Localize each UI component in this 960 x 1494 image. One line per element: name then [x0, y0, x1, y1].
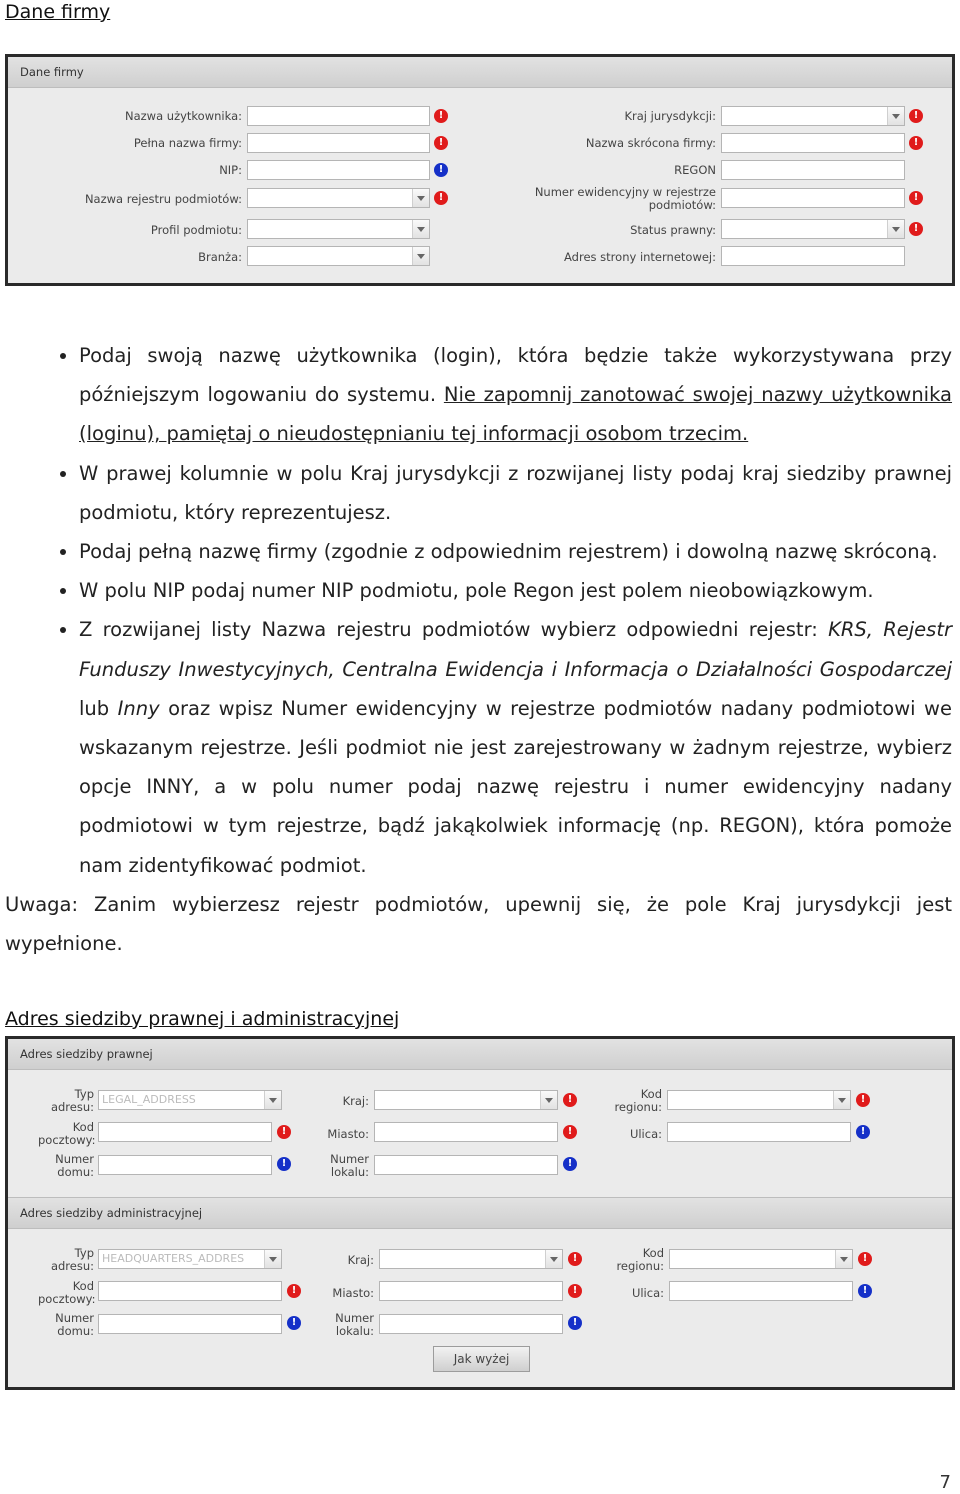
legal-city-input[interactable] — [374, 1122, 558, 1142]
error-icon: ! — [568, 1284, 582, 1298]
register-name-select[interactable] — [247, 188, 430, 208]
info-icon: ! — [563, 1157, 577, 1171]
admin-address-header: Adres siedziby administracyjnej — [8, 1197, 952, 1229]
nip-input[interactable] — [247, 160, 430, 180]
error-icon: ! — [909, 136, 923, 150]
admin-city-input[interactable] — [379, 1281, 563, 1301]
label-country: Kraj: — [347, 1253, 374, 1267]
info-icon: ! — [277, 1157, 291, 1171]
chevron-down-icon — [840, 1257, 848, 1262]
label-region-code: Kod regionu: — [614, 1087, 662, 1114]
regon-input[interactable] — [721, 160, 905, 180]
label-full-name: Pełna nazwa firmy: — [133, 136, 242, 150]
chevron-down-icon — [417, 227, 425, 232]
label-short-name: Nazwa skrócona firmy: — [585, 136, 716, 150]
chevron-down-icon — [838, 1098, 846, 1103]
admin-address-type-select[interactable]: HEADQUARTERS_ADDRES — [98, 1249, 282, 1269]
label-region-code: Kod regionu: — [616, 1246, 664, 1273]
label-profile: Profil podmiotu: — [150, 223, 242, 237]
jurisdiction-select[interactable] — [721, 106, 905, 126]
admin-house-number-input[interactable] — [98, 1314, 282, 1334]
address-panel — [5, 1036, 955, 1390]
info-icon: ! — [858, 1284, 872, 1298]
info-icon: ! — [434, 163, 448, 177]
page-number: 7 — [939, 1472, 951, 1493]
legal-address-type-select[interactable]: LEGAL_ADDRESS — [98, 1090, 282, 1110]
error-icon: ! — [434, 136, 448, 150]
label-country: Kraj: — [342, 1094, 369, 1108]
label-registry-number: Numer ewidencyjny w rejestrze podmiotów: — [534, 185, 716, 212]
instructions — [5, 336, 952, 963]
label-postal-code: Kod pocztowy: — [38, 1120, 96, 1147]
label-username: Nazwa użytkownika: — [125, 109, 242, 123]
error-icon: ! — [909, 191, 923, 205]
label-address-type: Typ adresu: — [50, 1087, 94, 1114]
error-icon: ! — [856, 1093, 870, 1107]
legal-postal-code-input[interactable] — [98, 1122, 272, 1142]
label-legal-status: Status prawny: — [630, 223, 716, 237]
label-jurisdiction: Kraj jurysdykcji: — [624, 109, 716, 123]
error-icon: ! — [909, 109, 923, 123]
chevron-down-icon — [892, 114, 900, 119]
profile-select[interactable] — [247, 219, 430, 239]
legal-house-number-input[interactable] — [98, 1155, 272, 1175]
admin-postal-code-input[interactable] — [98, 1281, 282, 1301]
label-street: Ulica: — [629, 1127, 662, 1141]
info-icon: ! — [568, 1316, 582, 1330]
panel-title: Dane firmy — [8, 57, 952, 88]
section-title-address: Adres siedziby prawnej i administracyjnej — [5, 1008, 400, 1030]
company-data-panel — [5, 54, 955, 286]
chevron-down-icon — [417, 254, 425, 259]
short-name-input[interactable] — [721, 133, 905, 153]
label-postal-code: Kod pocztowy: — [38, 1279, 96, 1306]
chevron-down-icon — [892, 227, 900, 232]
label-city: Miasto: — [332, 1286, 374, 1300]
list-item: • Z rozwijanej listy Nazwa rejestru podmiotów wybierz odpowiedni rejestr: KRS, Rejestr Funduszy Inwestycyjnych, Centralna Ewidencja i Informacja o Działalności Gospodarczej lub Inny oraz wpisz Numer ewidencyjny w rejestrze podmiotów nadany podmiotowi we wskazanym rejestrze. Jeśli podmiot nie jest zarejestrowany w żadnym rejestrze, wybierz opcje INNY, a w polu numer podaj nazwę rejestru i numer ewidencyjny nadany podmiotowi w tym rejestrze, bądź jakąkolwiek informację (np. REGON), która pomoże nam zidentyfikować podmiot. — [79, 610, 952, 884]
error-icon: ! — [277, 1125, 291, 1139]
list-item: • Podaj swoją nazwę użytkownika (login), która będzie także wykorzystywana przy późniejszym logowaniu do systemu. Nie zapomnij zanotować swojej nazwy użytkownika (loginu), pamiętaj o nieudostępnianiu tej informacji osobom trzecim. — [79, 336, 952, 454]
label-house-number: Numer domu: — [55, 1152, 94, 1179]
legal-street-input[interactable] — [667, 1122, 851, 1142]
list-item: • W prawej kolumnie w polu Kraj jurysdykcji z rozwijanej listy podaj kraj siedziby prawnej podmiotu, który reprezentujesz. — [79, 454, 952, 532]
chevron-down-icon — [545, 1098, 553, 1103]
industry-select[interactable] — [247, 246, 430, 266]
error-icon: ! — [434, 109, 448, 123]
label-website: Adres strony internetowej: — [564, 250, 716, 264]
chevron-down-icon — [550, 1257, 558, 1262]
website-input[interactable] — [721, 246, 905, 266]
note-text: Uwaga: Zanim wybierzesz rejestr podmiotów, upewnij się, że pole Kraj jurysdykcji jest wypełnione. — [5, 892, 952, 956]
label-street: Ulica: — [631, 1286, 664, 1300]
label-industry: Branża: — [198, 250, 242, 264]
legal-address-header: Adres siedziby prawnej — [8, 1039, 952, 1070]
same-as-above-button[interactable]: Jak wyżej — [433, 1346, 530, 1372]
chevron-down-icon — [269, 1098, 277, 1103]
legal-country-select[interactable] — [374, 1090, 558, 1110]
label-house-number: Numer domu: — [55, 1311, 94, 1338]
admin-country-select[interactable] — [379, 1249, 563, 1269]
label-register-name: Nazwa rejestru podmiotów: — [84, 192, 242, 206]
list-item: • Podaj pełną nazwę firmy (zgodnie z odpowiednim rejestrem) i dowolną nazwę skróconą. — [79, 532, 952, 571]
error-icon: ! — [858, 1252, 872, 1266]
instruction-list — [5, 336, 952, 885]
admin-street-input[interactable] — [669, 1281, 853, 1301]
legal-apartment-number-input[interactable] — [374, 1155, 558, 1175]
error-icon: ! — [563, 1093, 577, 1107]
error-icon: ! — [563, 1125, 577, 1139]
label-nip: NIP: — [219, 163, 242, 177]
list-item: • W polu NIP podaj numer NIP podmiotu, pole Regon jest polem nieobowiązkowym. — [79, 571, 952, 610]
error-icon: ! — [568, 1252, 582, 1266]
label-apartment-number: Numer lokalu: — [330, 1152, 369, 1179]
chevron-down-icon — [417, 196, 425, 201]
registry-number-input[interactable] — [721, 188, 905, 208]
username-input[interactable] — [247, 106, 430, 126]
full-name-input[interactable] — [247, 133, 430, 153]
chevron-down-icon — [269, 1257, 277, 1262]
error-icon: ! — [434, 191, 448, 205]
info-icon: ! — [287, 1316, 301, 1330]
legal-region-code-select[interactable] — [667, 1090, 851, 1110]
legal-status-select[interactable] — [721, 219, 905, 239]
label-regon: REGON — [674, 163, 716, 177]
admin-apartment-number-input[interactable] — [379, 1314, 563, 1334]
admin-region-code-select[interactable] — [669, 1249, 853, 1269]
info-icon: ! — [856, 1125, 870, 1139]
error-icon: ! — [909, 222, 923, 236]
section-title-company: Dane firmy — [5, 1, 111, 23]
error-icon: ! — [287, 1284, 301, 1298]
label-address-type: Typ adresu: — [50, 1246, 94, 1273]
label-city: Miasto: — [327, 1127, 369, 1141]
label-apartment-number: Numer lokalu: — [335, 1311, 374, 1338]
